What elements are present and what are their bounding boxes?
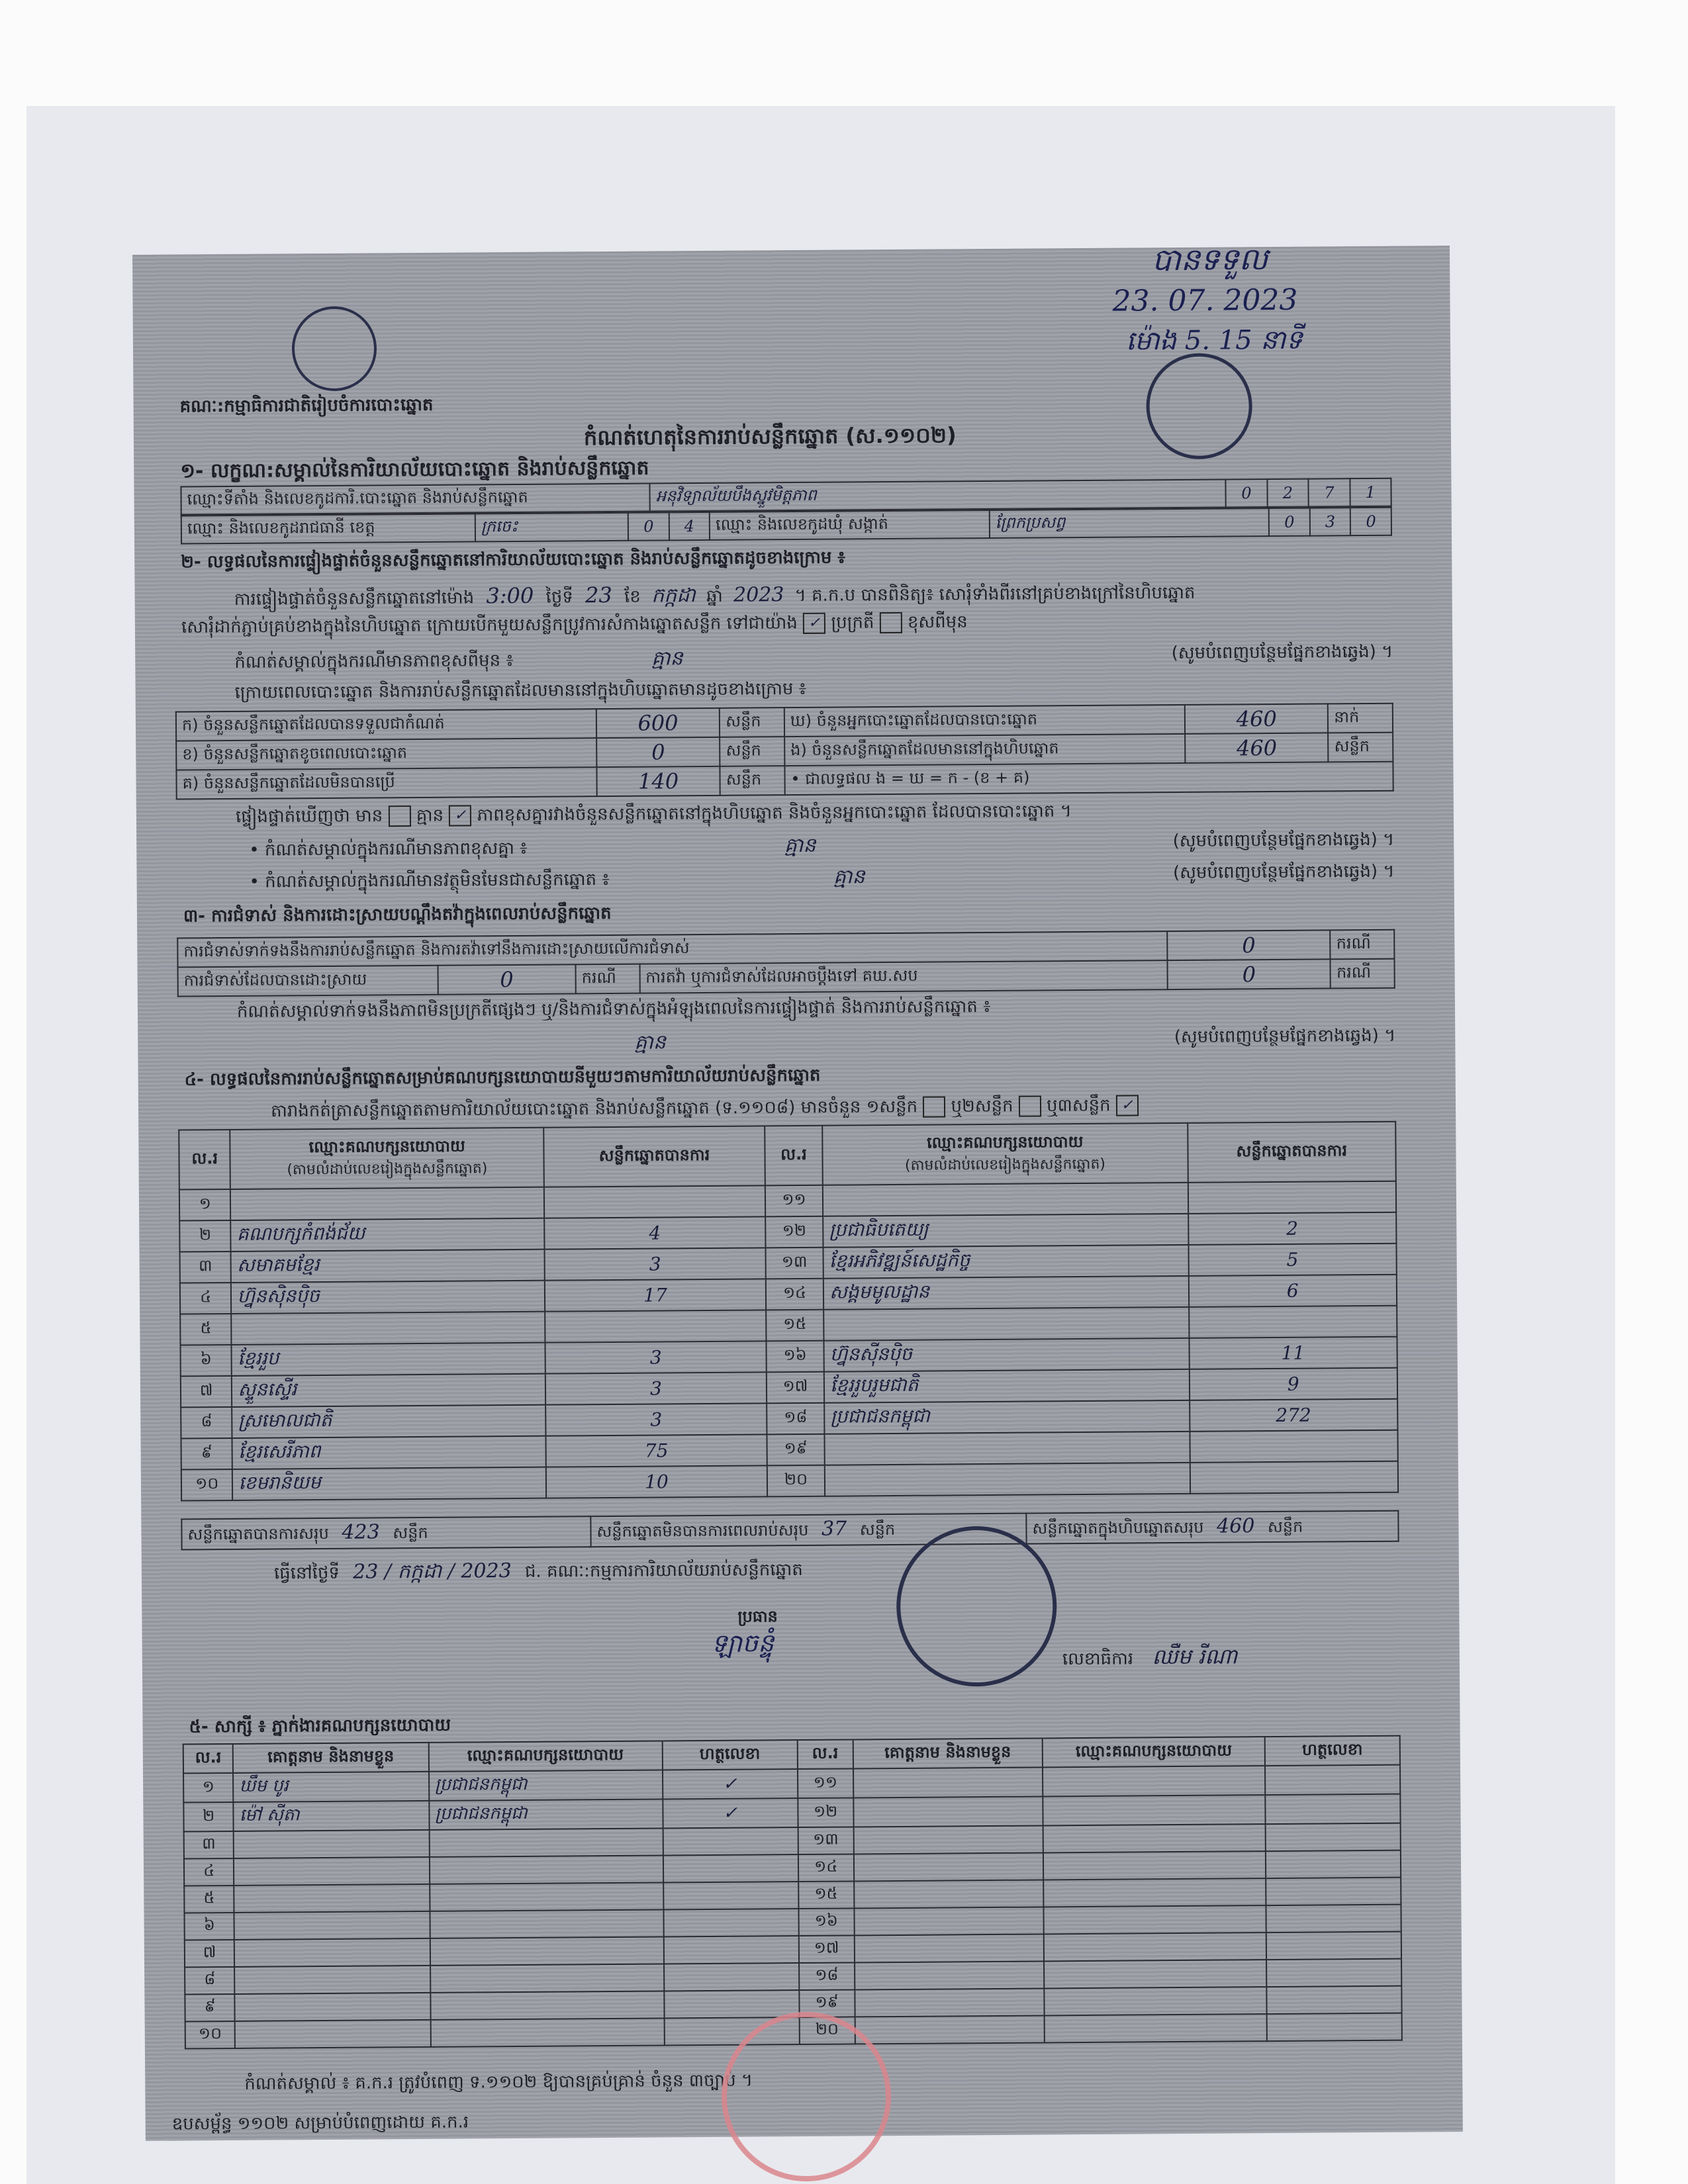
s5-row-name-r [854, 1880, 1044, 1908]
s4-row-no: ២ [179, 1220, 231, 1252]
s3-row2-value: 0 [438, 964, 576, 994]
s4-total-invalid-value: 37 [821, 1517, 847, 1541]
s4-row-votes: 10 [546, 1465, 767, 1498]
s5-col-no-r: ល.រ [797, 1739, 853, 1769]
s4-total-valid [181, 1516, 590, 1549]
s4-row-votes-r: 5 [1188, 1244, 1397, 1276]
s5-row-no-r: ២០ [799, 2017, 855, 2044]
count-d-value: 460 [1185, 704, 1328, 734]
s4-row-votes [545, 1310, 766, 1342]
s5-row-sign [663, 1854, 798, 1882]
s4-total-invalid-label: សន្លឹកឆ្នោតមិនបានការពេលរាប់សរុប [596, 1520, 809, 1541]
s5-row-name [234, 1966, 430, 1994]
s4-row-votes: 3 [545, 1341, 767, 1373]
s5-row-sign [664, 1963, 799, 1991]
count-c-value: 140 [596, 766, 720, 796]
s2-note-value: គ្មាន [651, 647, 683, 670]
s3-row2-label-b: ការតវ៉ា ឬការជំទាស់ដែលអាចប្តឹងទៅ គឃ.សប [639, 960, 1168, 993]
section3-title: ៣- ការជំទាស់ និងការដោះស្រាយបណ្តឹងតវ៉ាក្នុងពេលរាប់សន្លឹកឆ្នោត [183, 903, 612, 927]
s5-row-sign [664, 1990, 799, 2018]
s4-row-no-r: ១១ [765, 1185, 823, 1217]
s5-row-name [234, 1911, 430, 1940]
s2-line1-d: ឆ្នាំ [706, 586, 723, 606]
s5-row-no-r: ១២ [798, 1797, 853, 1827]
s4-row-party: ស្រមោលជាតិ [232, 1405, 546, 1438]
count-e-unit: សន្លឹក [1328, 733, 1393, 762]
s2-time: 3:00 [486, 582, 534, 609]
s2-bullet1-hint: (សូមបំពេញបន្ថែមផ្នែកខាងឆ្វេង) ។ [1172, 829, 1395, 852]
s4-row-votes: 4 [544, 1216, 765, 1249]
s2-bullet1-label: • កំណត់សម្គាល់ក្នុងករណីមានភាពខុសគ្នា ៖ [249, 838, 528, 860]
s4-done-date: 23 / កក្កដា / 2023 [353, 1559, 512, 1584]
s4-row-no: ៨ [181, 1407, 232, 1439]
s5-row-party [430, 2018, 665, 2046]
s4-row-no: ៧ [181, 1376, 232, 1408]
s4-row-votes-r [1190, 1461, 1398, 1494]
s5-row-sign-r [1266, 1986, 1401, 2014]
s4-row-votes: 17 [545, 1279, 766, 1311]
s5-row-no: ៥ [184, 1886, 234, 1913]
s4-opt2-box[interactable] [1019, 1095, 1041, 1116]
s1-row2-code-b-2: 0 [1350, 508, 1391, 535]
s4-row-votes: 75 [546, 1434, 767, 1467]
s4-row-party: ខ្មែររួប [232, 1343, 545, 1376]
s5-row-party [429, 1855, 663, 1884]
s5-row-party-r [1043, 1795, 1265, 1825]
section4-title: ៤- លទ្ធផលនៃការរាប់សន្លឹកឆ្នោតសម្រាប់គណបក្សនយោបាយនីមួយៗតាមការិយាល័យរាប់សន្លឹកឆ្នោត [184, 1065, 821, 1090]
s3-row2-unit: ករណី [576, 964, 640, 994]
s3-row2-value-b: 0 [1167, 959, 1331, 989]
s5-row-sign-r [1265, 1765, 1400, 1795]
s5-row-party-r [1043, 1766, 1265, 1796]
s2-note [234, 642, 1393, 674]
s5-row-name [234, 1938, 430, 1967]
s2-bullet1-value: គ្មាន [784, 833, 816, 858]
s5-row-name-r [854, 1852, 1044, 1881]
s5-col-sign: ហត្ថលេខា [662, 1740, 797, 1770]
s3-row1-label: ការជំទាស់ទាក់ទងនឹងការរាប់សន្លឹកឆ្នោត និងការតវ៉ាទៅនឹងការដោះស្រាយលើការជំទាស់ [177, 931, 1167, 967]
s5-witness-table [183, 1735, 1403, 2050]
s4-row-party-r [823, 1307, 1189, 1341]
s5-row-no-r: ១១ [798, 1768, 853, 1798]
s4-col-party-title: ឈ្មោះគណបក្សនយោបាយ [308, 1136, 465, 1156]
s4-row-party [230, 1187, 544, 1220]
s5-row-sign-r [1266, 1850, 1401, 1878]
s2-bullet2-label: • កំណត់សម្គាល់ក្នុងករណីមានវត្ថុមិនមែនជាសន្លឹកឆ្នោត ៖ [249, 869, 610, 892]
s4-row-no-r: ១៥ [766, 1310, 823, 1342]
s2-note-hint: (សូមបំពេញបន្ថែមផ្នែកខាងឆ្វេង) ។ [1171, 641, 1393, 664]
s5-row-no: ៨ [185, 1967, 235, 1995]
count-e-label: ង) ចំនួនសន្លឹកឆ្នោតដែលមាននៅក្នុងហិបឆ្នោត [784, 734, 1186, 766]
s2-diff-no-box[interactable]: ✓ [449, 805, 471, 826]
s4-row-no-r: ១២ [765, 1216, 823, 1248]
s4-row-no: ៣ [180, 1251, 232, 1283]
s5-row-sign-r [1266, 1823, 1401, 1851]
s4-row-party-r: ខ្មែររួបរួមជាតិ [824, 1369, 1190, 1403]
s3-row2-label: ការជំទាស់ដែលបានដោះស្រាយ [178, 966, 438, 997]
s2-opt-bad-box[interactable] [880, 612, 902, 633]
s5-row-name-r [854, 1907, 1044, 1935]
s5-row-no-r: ១៨ [799, 1962, 855, 1990]
s2-opt-bad-label: ខុសពីមុន [907, 612, 968, 633]
s3-note-hint: (សូមបំពេញបន្ថែមផ្នែកខាងឆ្វេង) ។ [1174, 1025, 1396, 1048]
s4-row-no: ៤ [180, 1283, 232, 1314]
s5-col-name-r: គោត្តនាម និងនាមខ្លួន [853, 1738, 1043, 1768]
s5-row-no-r: ១៦ [798, 1908, 854, 1936]
s1-row2-label: ឈ្មោះ និងលេខកូដរាជធានី ខេត្ត [181, 514, 475, 543]
s4-row-party-r: សង្គមមូលដ្ឋាន [823, 1276, 1189, 1310]
s5-row-sign: ✓ [663, 1769, 798, 1799]
s5-row-no: ៦ [184, 1913, 234, 1940]
s5-row-sign [663, 1882, 798, 1909]
receipt-date: 23. 07. 2023 [1112, 283, 1298, 318]
s5-row-name: ម៉ៅ ស៊ីតា [234, 1801, 429, 1831]
s5-row-no: ២ [183, 1802, 234, 1832]
s4-opt3-box[interactable]: ✓ [1116, 1095, 1139, 1116]
s1-row2-code-b-0: 0 [1269, 508, 1310, 536]
committee-seal [896, 1525, 1057, 1687]
s4-done [274, 1557, 803, 1585]
s1-row2-value: ក្រចេះ [475, 513, 628, 542]
s5-row-no-r: ១៣ [798, 1827, 853, 1854]
s5-row-name-r [853, 1796, 1043, 1827]
s4-opt2-label: ឬ២សន្លឹក [951, 1096, 1013, 1116]
s5-col-party: ឈ្មោះគណបក្សនយោបាយ [428, 1741, 663, 1771]
s5-row-name-r [854, 1934, 1044, 1962]
s4-totals [181, 1510, 1399, 1551]
s4-results-body [179, 1181, 1398, 1501]
s5-row-no-r: ១៩ [799, 1989, 855, 2017]
s2-line1-b: ថ្ងៃទី [545, 587, 573, 608]
s2-diff-tail: ភាពខុសគ្នារវាងចំនួនសន្លឹកឆ្នោតនៅក្នុងហិបឆ្នោត និងចំនួនអ្នកបោះឆ្នោត ដែលបានបោះឆ្នោត ។ [477, 801, 1072, 825]
section5-title: ៥- សាក្សី ៖ ភ្នាក់ងារគណបក្សនយោបាយ [189, 1715, 451, 1737]
s5-row-sign [663, 1909, 798, 1936]
s4-row-votes-r: 272 [1190, 1399, 1398, 1432]
s2-line1 [234, 578, 1195, 611]
s5-col-no: ល.រ [183, 1744, 234, 1774]
s2-diff-no-label: គ្មាន [416, 805, 444, 826]
s4-intro-text: តារាងកត់ត្រាសន្លឹកឆ្នោតតាមការិយាល័យបោះឆ្នោត និងរាប់សន្លឹកឆ្នោត (ទ.១១០៨) មានចំនួន ១សន្លឹក [270, 1097, 918, 1122]
s2-month: កក្កដា [651, 584, 696, 608]
s5-row-sign-r [1266, 1932, 1401, 1960]
s4-total-box-value: 460 [1216, 1514, 1255, 1538]
s5-row-sign-r [1267, 2013, 1402, 2041]
s4-col-no-r: ល.រ [765, 1126, 823, 1186]
s5-row-party-r [1044, 1960, 1266, 1988]
s4-row-votes-r [1189, 1306, 1397, 1338]
s4-done-at: ធ្វើនៅថ្ងៃទី [273, 1563, 340, 1584]
s2-year: 2023 [733, 583, 784, 607]
official-seal-top [1146, 353, 1252, 459]
s4-row-party-r [825, 1463, 1190, 1496]
s5-col-party-r: ឈ្មោះគណបក្សនយោបាយ [1043, 1737, 1265, 1767]
count-b-unit: សន្លឹក [720, 737, 784, 766]
s4-row-no: ១ [179, 1189, 231, 1221]
s4-row-no-r: ១៣ [765, 1248, 823, 1279]
s1-row2-label-b: ឈ្មោះ និងលេខកូដឃុំ សង្កាត់ [710, 510, 990, 540]
s3-row1-unit: ករណី [1331, 930, 1395, 960]
s2-counts-table [175, 703, 1394, 800]
s2-line1-e: ។ គ.ក.ប បានពិនិត្យ៖ សោរុំទាំងពីរនៅគ្រប់ខាងក្រៅនៃហិបឆ្នោត [794, 582, 1196, 606]
s4-total-valid-label: សន្លឹកឆ្នោតបានការសរុប [187, 1524, 329, 1543]
secretary-label: លេខាធិការ [1062, 1649, 1134, 1670]
s4-total-box-unit: សន្លឹក [1267, 1517, 1303, 1536]
s4-row-party-r [825, 1432, 1190, 1465]
count-formula: • ជាលទ្ធផល ង = ឃ = ក - (ខ + គ) [784, 762, 1393, 795]
s4-col-party-r [822, 1123, 1188, 1185]
s4-row-party: ខេមរានិយម [232, 1467, 546, 1500]
s5-row-party-r [1045, 2014, 1267, 2042]
s4-row-votes-r: 2 [1188, 1212, 1397, 1245]
s4-col-votes-r: សន្លឹកឆ្នោតបានការ [1188, 1122, 1396, 1183]
s4-row-votes-r [1188, 1181, 1396, 1214]
s5-col-name: គោត្តនាម និងនាមខ្លួន [233, 1743, 428, 1773]
count-d-label: ឃ) ចំនួនអ្នកបោះឆ្នោតដែលបានបោះឆ្នោត [784, 705, 1186, 737]
count-c-unit: សន្លឹក [720, 766, 785, 796]
s2-bullet1 [249, 830, 1394, 862]
section1-title: ១- លក្ខណ:សម្គាល់នៃការិយាល័យបោះឆ្នោត និងរាប់សន្លឹកឆ្នោត [180, 456, 649, 483]
s5-row-name-r [855, 1988, 1045, 2017]
s4-row-votes-r: 9 [1189, 1368, 1397, 1400]
s5-row-sign: ✓ [663, 1798, 798, 1828]
s5-row-name [235, 1993, 430, 2021]
s4-row-party-r: ប្រជាធិបតេយ្យ [823, 1214, 1188, 1248]
s4-row-party-r: ខ្មែរអភិវឌ្ឍន៍សេដ្ឋកិច្ច [823, 1245, 1189, 1279]
form-paper [132, 241, 1463, 2141]
s5-row-name [234, 1884, 430, 1913]
receipt-time: ម៉ោង 5. 15 នាទី [1125, 324, 1303, 357]
s4-intro [271, 1095, 1139, 1122]
s2-diff-yes-box[interactable] [388, 805, 410, 827]
s4-committee: ជ. គណៈ:កម្មការការិយាល័យរាប់សន្លឹកឆ្នោត [524, 1559, 803, 1582]
s5-row-party-r [1043, 1878, 1266, 1907]
count-a-value: 600 [596, 708, 720, 738]
s4-row-no-r: ១៦ [766, 1341, 823, 1373]
s4-total-valid-value: 423 [342, 1520, 380, 1544]
s4-row-no-r: ១៨ [767, 1403, 824, 1435]
s2-note-label: កំណត់សម្គាល់ក្នុងករណីមានភាពខុសពីមុន ៖ [234, 650, 514, 672]
s5-row-no: ៤ [184, 1858, 234, 1886]
s5-row-sign-r [1266, 1905, 1401, 1933]
s1-row1-value: អនុវិទ្យាល័យបឹងស្នួវមិត្តភាព [650, 479, 1226, 511]
s5-witness-body [183, 1765, 1402, 2049]
s4-row-votes: 3 [545, 1372, 767, 1404]
s4-row-no: ៦ [181, 1345, 232, 1377]
s5-row-party [430, 1882, 664, 1911]
s5-row-name [234, 1830, 429, 1858]
s5-row-party [430, 1991, 665, 2019]
s1-row1-code-2: 7 [1309, 478, 1350, 506]
s1-row2-code-1: 4 [669, 512, 710, 540]
s5-row-party: ប្រជាជនកម្ពុជា [429, 1799, 663, 1829]
s4-row-votes: 3 [545, 1403, 767, 1435]
s4-col-party-sub-r: (តាមលំដាប់លេខរៀងក្នុងសន្លឹកឆ្នោត) [904, 1156, 1106, 1174]
s2-line1-a: ការផ្ទៀងផ្ទាត់ចំនួនសន្លឹកឆ្នោតនៅម៉ោង [234, 588, 475, 610]
form-footer: ឧបសម្ព័ន្ធ ១១០២ សម្រាប់បំពេញដោយ គ.ក.រ [171, 2112, 469, 2134]
s4-opt1-box[interactable] [923, 1096, 945, 1117]
s5-row-party-r [1043, 1824, 1266, 1852]
s5-row-no-r: ១៤ [798, 1854, 854, 1882]
s4-opt3-label: ឬ៣សន្លឹក [1046, 1095, 1111, 1116]
s4-total-box-label: សន្លឹកឆ្នោតក្នុងហិបឆ្នោតសរុប [1032, 1518, 1204, 1538]
s5-row-no-r: ១៧ [798, 1935, 854, 1963]
s4-col-votes: សន្លឹកឆ្នោតបានការ [543, 1126, 765, 1187]
s4-row-party: ហ្វ៊ុនស៊ិនប៉ិច [231, 1281, 545, 1314]
s2-opt-ok-box[interactable]: ✓ [803, 613, 825, 634]
s5-row-name-r [855, 2015, 1045, 2044]
s4-row-party-r [823, 1183, 1188, 1216]
s4-total-box [1026, 1511, 1398, 1544]
count-b-label: ខ) ចំនួនសន្លឹកឆ្នោតខូចពេលបោះឆ្នោត [176, 738, 596, 770]
count-d-unit: នាក់ [1328, 704, 1393, 733]
s1-row2-value-b: ព្រែកប្រសព្វ [989, 508, 1269, 538]
s4-row-no-r: ១៤ [766, 1279, 823, 1310]
s4-row-party: សមាគមខ្មែរ [231, 1250, 545, 1283]
s3-note-label: កំណត់សម្គាល់ទាក់ទងនឹងភាពមិនប្រក្រតីផ្សេងៗ ឬ/និងការជំទាស់ក្នុងអំឡុងពេលនៃការផ្ទៀងផ្ទាត់ និងការរាប់សន្លឹកឆ្នោត ៖ [236, 996, 991, 1022]
s4-row-no-r: ១៧ [767, 1372, 824, 1404]
s5-row-name-r [853, 1825, 1043, 1854]
s4-row-votes-r: 11 [1189, 1337, 1397, 1369]
s5-row-party [430, 1964, 665, 1992]
s5-row-party: ប្រជាជនកម្ពុជា [429, 1770, 663, 1800]
s4-row-votes-r [1190, 1430, 1398, 1463]
s5-row-no: ១ [183, 1773, 234, 1803]
s2-line2 [181, 612, 968, 638]
count-e-value: 460 [1185, 733, 1328, 763]
s5-row-party-r [1044, 1987, 1266, 2015]
s5-row-name [235, 2020, 430, 2048]
s5-row-party [429, 1828, 663, 1856]
s5-row-party [430, 1909, 664, 1938]
s4-row-no: ១០ [181, 1469, 233, 1501]
s4-row-party-r: ហ្វ៊ុនស៊ីនប៉ិច [824, 1338, 1190, 1372]
red-seal-bottom [722, 2012, 891, 2181]
s4-row-no-r: ១៩ [767, 1434, 824, 1466]
s4-col-no: ល.រ [179, 1130, 230, 1190]
s5-col-sign-r: ហត្ថលេខា [1265, 1736, 1400, 1766]
s4-col-party-title-r: ឈ្មោះគណបក្សនយោបាយ [927, 1132, 1084, 1152]
s4-row-votes-r: 6 [1188, 1275, 1397, 1307]
s5-row-no: ៣ [184, 1831, 234, 1859]
s1-row1-code-0: 0 [1226, 479, 1268, 507]
s5-footnote: កំណត់សម្គាល់ ៖ គ.ក.រ ត្រូវបំពេញ ទ.១១០២ ឱ្យបានគ្រប់គ្រាន់ ចំនួន ៣ច្បាប់ ។ [244, 2070, 753, 2094]
receipt-label: បានទទួល [1151, 241, 1268, 278]
s2-bullet2-hint: (សូមបំពេញបន្ថែមផ្នែកខាងឆ្វេង) ។ [1172, 861, 1395, 884]
nec-emblem [292, 306, 377, 391]
s4-row-party: គណបក្សកំពង់ជ័យ [231, 1218, 545, 1251]
s1-row2-code-0: 0 [628, 512, 669, 540]
s5-row-sign-r [1265, 1794, 1400, 1824]
s5-row-name: ឃឹម បូរ [233, 1772, 428, 1802]
s5-row-sign [664, 1936, 799, 1964]
section2-title: ២- លទ្ធផលនៃការផ្ទៀងផ្ទាត់ចំនួនសន្លឹកឆ្នោតនៅការិយាល័យបោះឆ្នោត និងរាប់សន្លឹកឆ្នោតដូចខាងក្រោម ៖ [181, 547, 846, 572]
s5-row-no: ១០ [185, 2021, 236, 2049]
s4-total-invalid-unit: សន្លឹក [859, 1520, 896, 1539]
s5-row-name-r [853, 1767, 1043, 1797]
s5-row-party [430, 1936, 664, 1965]
s4-col-party-sub: (តាមលំដាប់លេខរៀងក្នុងសន្លឹកឆ្នោត) [287, 1160, 488, 1178]
secretary-name: ឈឺម រីណា [1152, 1643, 1238, 1670]
s4-row-no-r: ២០ [767, 1465, 825, 1497]
s4-total-valid-unit: សន្លឹក [393, 1523, 428, 1542]
s3-row2-unit-b: ករណី [1331, 959, 1395, 989]
s4-col-party [230, 1128, 544, 1189]
s2-bullet2-value: គ្មាន [833, 865, 865, 889]
s2-line1-c: ខែ [624, 586, 641, 607]
count-b-value: 0 [596, 737, 720, 767]
s1-row1-label: ឈ្មោះទីតាំង និងលេខកូដការិ.បោះឆ្នោត និងរាប់សន្លឹកឆ្នោត [181, 484, 650, 515]
form-title: កំណត់ហេតុនៃការរាប់សន្លឹកឆ្នោត (ស.១១០២) [583, 422, 957, 451]
s5-row-sign-r [1266, 1878, 1401, 1905]
s2-diff-line [236, 801, 1072, 828]
s3-note-value: គ្មាន [634, 1030, 667, 1054]
s2-counts-intro: ក្រោយពេលបោះឆ្នោត និងការរាប់សន្លឹកឆ្នោតដែលមាននៅក្នុងហិបឆ្នោតមានដូចខាងក្រោម ៖ [234, 678, 807, 703]
count-a-unit: សន្លឹក [720, 707, 784, 737]
s2-opt-ok-label: ប្រក្រតី [831, 612, 874, 633]
s2-bullet2 [249, 862, 1394, 893]
s4-row-votes [544, 1185, 765, 1218]
s2-diff-text: ផ្ទៀងផ្ទាត់ឃើញថា មាន [235, 805, 383, 827]
s5-row-sign-r [1266, 1959, 1401, 1987]
s5-row-sign [663, 1827, 798, 1855]
s1-row2-code-b-1: 3 [1309, 508, 1350, 535]
count-a-label: ក) ចំនួនសន្លឹកឆ្នោតដែលបានទទួលជាកំណត់ [176, 709, 596, 741]
s1-row1-code-3: 1 [1350, 478, 1391, 506]
s4-row-party-r: ប្រជាជនកម្ពុជា [824, 1400, 1190, 1434]
s4-row-votes: 3 [545, 1248, 766, 1280]
s5-row-no-r: ១៥ [798, 1881, 854, 1909]
s2-line2-text: សោរុំដាក់ភ្ជាប់គ្រប់ខាងក្នុងនៃហិបឆ្នោត ក្រោយបើកមួយសន្លឹកប្រូវការសំកាងឆ្នោតសន្លឹក ទៅជាយ៉ាង [181, 613, 798, 637]
s5-row-name [234, 1857, 429, 1886]
chair-signature: ឡាចន្ទុំ [711, 1628, 774, 1658]
s5-row-party-r [1044, 1933, 1266, 1961]
s4-results-table [178, 1121, 1399, 1502]
chair-label: ប្រធាន [737, 1607, 778, 1626]
commission-name: គណៈ:កម្មាធិការជាតិរៀបចំការបោះឆ្នោត [179, 394, 434, 417]
s1-row1-code-1: 2 [1267, 479, 1309, 507]
s3-note [184, 1026, 1395, 1058]
s5-row-no: ៩ [185, 1994, 235, 2022]
count-c-label: គ) ចំនួនសន្លឹកឆ្នោតដែលមិនបានប្រើ [176, 767, 596, 799]
s3-table [177, 929, 1395, 997]
s5-row-party-r [1043, 1851, 1266, 1880]
s5-row-name-r [855, 1961, 1045, 1989]
s5-row-party-r [1044, 1905, 1266, 1934]
s3-row1-value: 0 [1167, 930, 1331, 960]
secretary [1062, 1643, 1238, 1670]
s4-row-no: ៩ [181, 1438, 232, 1470]
s4-row-party [232, 1312, 545, 1345]
s4-row-no: ៥ [180, 1314, 232, 1345]
s5-row-no: ៧ [185, 1940, 235, 1968]
s4-row-party: ស្ទួនស្ទើរ [232, 1374, 545, 1407]
s2-day: 23 [585, 582, 612, 608]
s4-row-party: ខ្មែរសេរីភាព [232, 1436, 546, 1469]
scanned-sheet [26, 106, 1615, 2184]
